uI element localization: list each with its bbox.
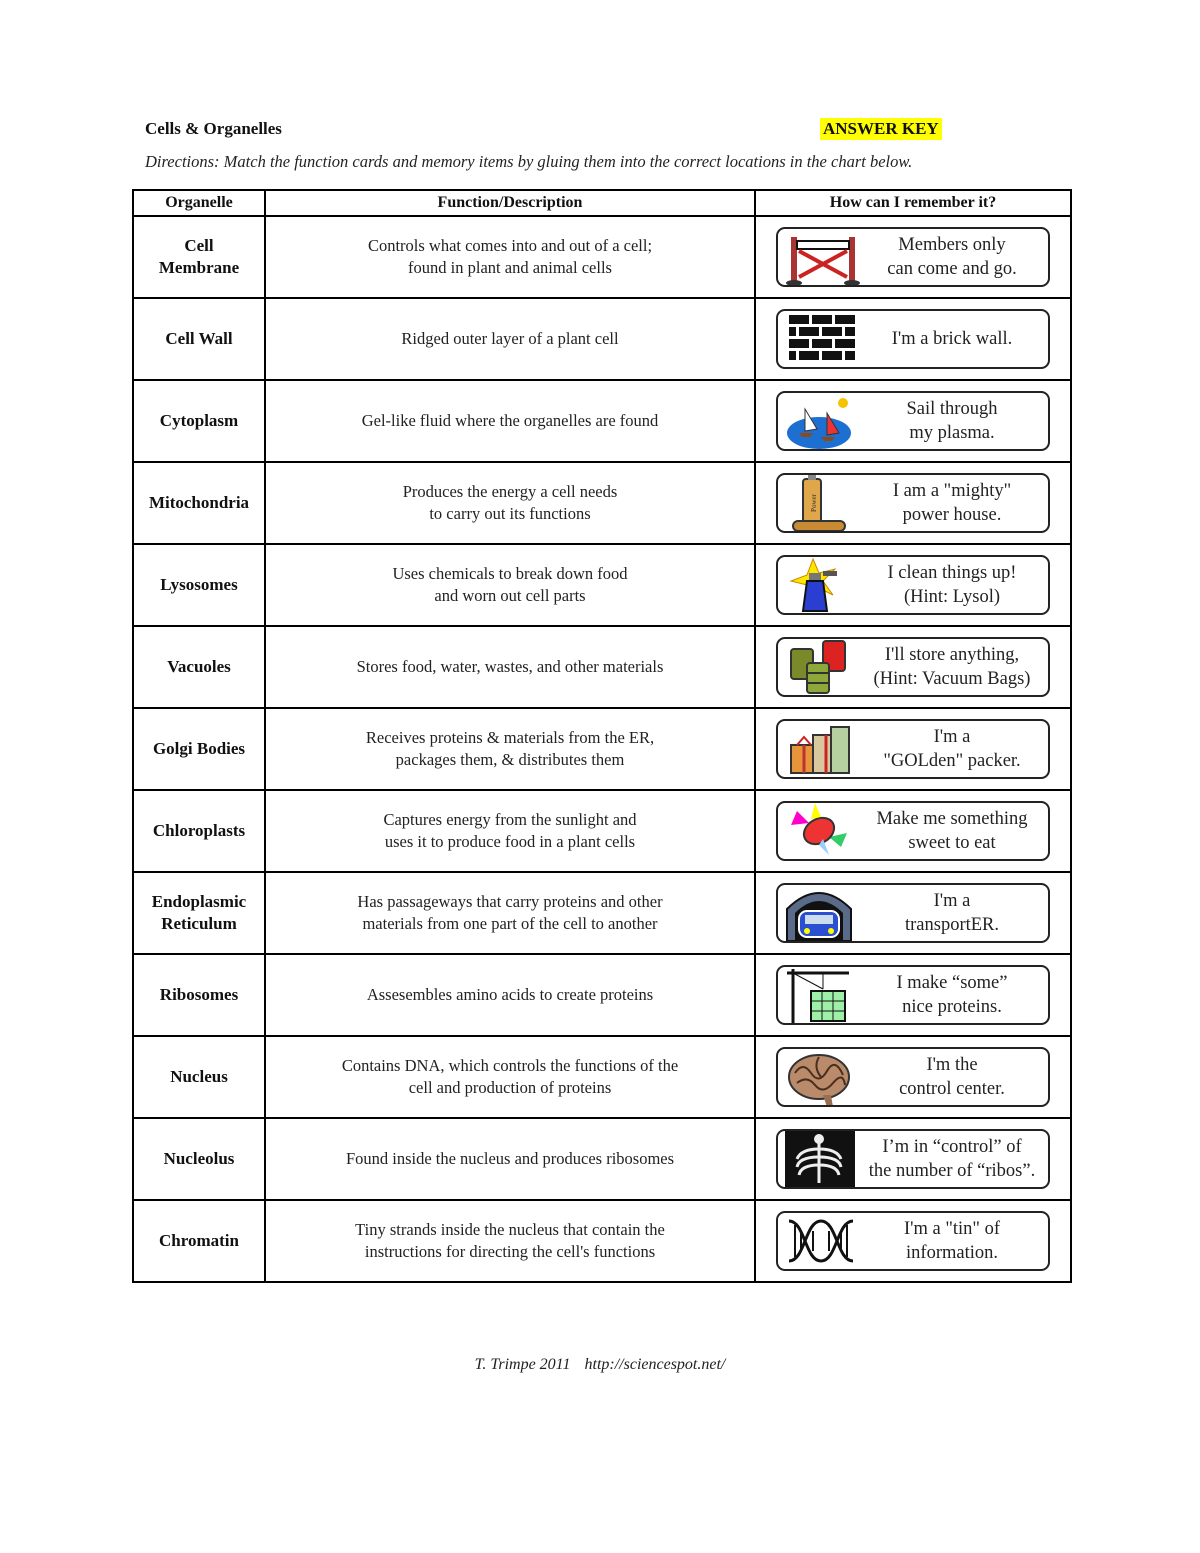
memory-cell (755, 790, 1071, 872)
sailboats-icon (780, 391, 860, 451)
page-title: Cells & Organelles (145, 119, 282, 138)
function-text-line: cell and production of proteins (408, 1078, 612, 1097)
memory-card (776, 309, 1050, 369)
memory-text-line: I make “some” (896, 973, 1008, 993)
memory-cell (755, 298, 1071, 380)
organelle-name-line: Vacuoles (167, 657, 231, 676)
function-text-line: Gel-like fluid where the organelles are found (361, 411, 659, 430)
svg-text:Power: Power (810, 494, 818, 512)
organelle-name-line: Cytoplasm (159, 411, 239, 430)
memory-card (776, 1047, 1050, 1107)
memory-cell (755, 1036, 1071, 1118)
organelle-name-line: Cell (184, 236, 214, 255)
memory-card (776, 883, 1050, 943)
organelle-cell (133, 708, 265, 790)
barrels-icon (780, 637, 860, 697)
memory-card (776, 637, 1050, 697)
function-cell (265, 298, 755, 380)
function-text-line: uses it to produce food in a plant cells (384, 832, 636, 851)
memory-card-text (860, 971, 1048, 1019)
memory-text-line: I'll store anything, (884, 645, 1020, 665)
memory-cell (755, 380, 1071, 462)
memory-text-line: (Hint: Vacuum Bags) (873, 669, 1031, 689)
memory-text-line: I'm a brick wall. (891, 329, 1013, 349)
memory-card (776, 391, 1050, 451)
spray-bottle-icon (780, 555, 860, 615)
memory-card (776, 1129, 1050, 1189)
memory-card-text (860, 725, 1048, 773)
crane-icon (780, 965, 860, 1025)
table-row (133, 626, 1071, 708)
organelle-name-line: Endoplasmic (151, 892, 247, 911)
candy-icon (780, 801, 860, 861)
organelle-name-line: Cell Wall (165, 329, 233, 348)
table-row (133, 954, 1071, 1036)
column-header-memory: How can I remember it? (755, 190, 1071, 216)
memory-card-text (860, 1217, 1048, 1265)
table-row (133, 216, 1071, 298)
table-row (133, 298, 1071, 380)
organelle-cell (133, 298, 265, 380)
function-text-line: Receives proteins & materials from the ER, (365, 728, 655, 747)
memory-card (776, 555, 1050, 615)
function-text-line: Uses chemicals to break down food (392, 564, 628, 583)
organelle-table (132, 189, 1072, 1283)
memory-text-line: I'm a "tin" of (903, 1219, 1000, 1239)
table-row (133, 1118, 1071, 1200)
memory-text-line: I am a "mighty" (892, 481, 1012, 501)
memory-text-line: I'm a (933, 727, 971, 747)
memory-card-text (860, 643, 1048, 691)
memory-cell (755, 216, 1071, 298)
answer-key-badge: ANSWER KEY (820, 118, 942, 140)
function-cell (265, 790, 755, 872)
memory-card-text (860, 1053, 1048, 1101)
function-cell (265, 380, 755, 462)
organelle-cell (133, 544, 265, 626)
function-text-line: found in plant and animal cells (408, 258, 612, 277)
organelle-name-line: Nucleolus (163, 1149, 235, 1168)
function-cell (265, 462, 755, 544)
organelle-name-line: Nucleus (170, 1067, 228, 1086)
organelle-name-line: Mitochondria (148, 493, 250, 512)
memory-text-line: I’m in “control” of (882, 1137, 1022, 1157)
function-text-line: Stores food, water, wastes, and other materials (356, 657, 664, 676)
dna-icon (780, 1211, 860, 1271)
memory-cell (755, 626, 1071, 708)
memory-card (776, 801, 1050, 861)
table-row (133, 790, 1071, 872)
memory-cell (755, 708, 1071, 790)
function-cell (265, 872, 755, 954)
table-row (133, 544, 1071, 626)
function-cell (265, 1036, 755, 1118)
memory-card (776, 473, 1050, 533)
function-text-line: Has passageways that carry proteins and other (357, 892, 663, 911)
organelle-cell (133, 790, 265, 872)
function-text-line: materials from one part of the cell to another (362, 914, 658, 933)
function-text-line: instructions for directing the cell's functions (364, 1242, 656, 1261)
organelle-name-line: Reticulum (161, 914, 237, 933)
function-text-line: Assesembles amino acids to create proteins (366, 985, 654, 1004)
barrier-icon (780, 227, 860, 287)
footer-url: http://sciencespot.net/ (584, 1356, 726, 1373)
memory-card (776, 227, 1050, 287)
ribcage-xray-icon (780, 1129, 860, 1189)
brain-icon (780, 1047, 860, 1107)
memory-card-text (860, 807, 1048, 855)
memory-text-line: (Hint: Lysol) (903, 587, 1001, 607)
memory-card (776, 965, 1050, 1025)
function-text-line: Controls what comes into and out of a cell; (367, 236, 653, 255)
memory-text-line: nice proteins. (902, 997, 1002, 1017)
memory-cell (755, 544, 1071, 626)
organelle-name-line: Chromatin (159, 1231, 239, 1250)
memory-text-line: I'm the (926, 1055, 978, 1075)
memory-cell (755, 872, 1071, 954)
organelle-cell (133, 1200, 265, 1282)
organelle-cell (133, 380, 265, 462)
memory-text-line: Make me something (876, 809, 1028, 829)
brick-wall-icon (780, 309, 860, 369)
function-text-line: to carry out its functions (429, 504, 591, 523)
memory-card-text (860, 479, 1048, 527)
organelle-cell (133, 1036, 265, 1118)
memory-card-text (860, 397, 1048, 445)
organelle-cell (133, 954, 265, 1036)
function-text-line: Contains DNA, which controls the functions of the (341, 1056, 679, 1075)
memory-cell (755, 1200, 1071, 1282)
memory-cell (755, 462, 1071, 544)
memory-card-text (860, 889, 1048, 937)
function-cell (265, 544, 755, 626)
memory-text-line: I'm a (933, 891, 971, 911)
memory-text-line: power house. (902, 505, 1002, 525)
footer (0, 1356, 1200, 1374)
memory-card-text (860, 561, 1048, 609)
column-header-organelle: Organelle (133, 190, 265, 216)
function-cell (265, 216, 755, 298)
battery-icon (780, 473, 860, 533)
memory-text-line: transportER. (904, 915, 1000, 935)
organelle-cell (133, 1118, 265, 1200)
memory-text-line: the number of “ribos”. (868, 1161, 1036, 1181)
memory-cell (755, 1118, 1071, 1200)
table-row (133, 872, 1071, 954)
organelle-cell (133, 216, 265, 298)
table-row (133, 1200, 1071, 1282)
function-text-line: Captures energy from the sunlight and (383, 810, 637, 829)
function-cell (265, 1200, 755, 1282)
memory-text-line: can come and go. (887, 259, 1017, 279)
organelle-name-line: Lysosomes (160, 575, 238, 594)
table-row (133, 1036, 1071, 1118)
function-cell (265, 1118, 755, 1200)
memory-card-text (860, 1135, 1048, 1183)
table-row (133, 380, 1071, 462)
directions-text: Directions: Match the function cards and memory items by gluing them into the correct locations in the chart below. (145, 152, 913, 171)
function-text-line: Found inside the nucleus and produces ribosomes (345, 1149, 675, 1168)
organelle-cell (133, 872, 265, 954)
function-text-line: and worn out cell parts (434, 586, 586, 605)
function-text-line: Ridged outer layer of a plant cell (401, 329, 619, 348)
train-tunnel-icon (780, 883, 860, 943)
memory-text-line: information. (906, 1243, 998, 1263)
packages-icon (780, 719, 860, 779)
column-header-function: Function/Description (265, 190, 755, 216)
memory-card-text (860, 233, 1048, 281)
memory-text-line: my plasma. (909, 423, 995, 443)
function-text-line: Tiny strands inside the nucleus that contain the (355, 1220, 665, 1239)
organelle-name-line: Chloroplasts (152, 821, 246, 840)
memory-card-text (860, 327, 1048, 351)
function-cell (265, 626, 755, 708)
function-cell (265, 708, 755, 790)
memory-text-line: control center. (899, 1079, 1005, 1099)
memory-text-line: sweet to eat (908, 833, 996, 853)
organelle-name-line: Membrane (158, 258, 240, 277)
organelle-name-line: Golgi Bodies (152, 739, 246, 758)
footer-author: T. Trimpe 2011 (474, 1356, 571, 1373)
table-row (133, 708, 1071, 790)
function-text-line: Produces the energy a cell needs (402, 482, 618, 501)
table-header-row (133, 190, 1071, 216)
memory-text-line: "GOLden" packer. (883, 751, 1021, 771)
memory-card (776, 1211, 1050, 1271)
memory-cell (755, 954, 1071, 1036)
organelle-cell (133, 626, 265, 708)
memory-text-line: Members only (898, 235, 1006, 255)
memory-card (776, 719, 1050, 779)
organelle-name-line: Ribosomes (159, 985, 239, 1004)
organelle-cell (133, 462, 265, 544)
function-cell (265, 954, 755, 1036)
function-text-line: packages them, & distributes them (395, 750, 625, 769)
memory-text-line: Sail through (906, 399, 998, 419)
table-row (133, 462, 1071, 544)
memory-text-line: I clean things up! (887, 563, 1017, 583)
